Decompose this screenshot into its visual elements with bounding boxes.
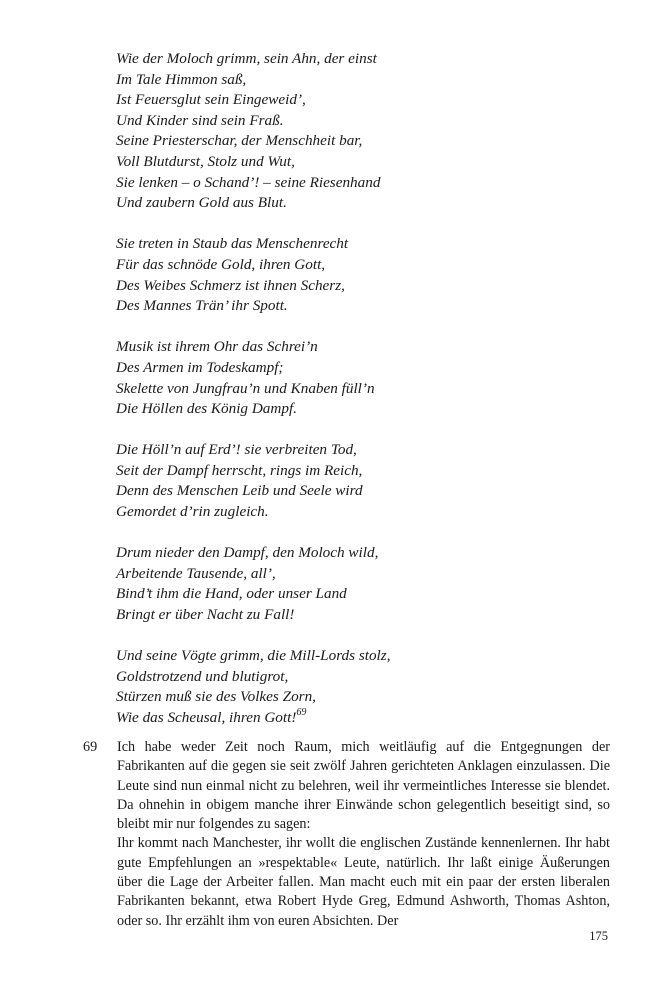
poem-verse: Des Mannes Trän’ ihr Spott. <box>116 297 288 315</box>
poem-verse: Des Weibes Schmerz ist ihnen Scherz, <box>116 276 345 294</box>
poem-verse: Die Höllen des König Dampf. <box>116 400 297 418</box>
poem-verse: Ist Feuersglut sein Eingeweid’, <box>116 91 306 109</box>
footnote-number: 69 <box>83 739 98 755</box>
poem-verse-text: Wie das Scheusal, ihren Gott! <box>116 709 297 726</box>
poem-verse: Im Tale Himmon saß, <box>116 70 247 88</box>
poem-verse: Denn des Menschen Leib und Seele wird <box>116 482 363 500</box>
poem-verse: Und zaubern Gold aus Blut. <box>116 194 287 212</box>
poem-verse: Bringt er über Nacht zu Fall! <box>116 606 295 624</box>
poem-stanza <box>116 646 596 728</box>
poem-verse: Stürzen muß sie des Volkes Zorn, <box>116 688 316 706</box>
page-number: 175 <box>589 929 608 943</box>
poem <box>116 49 596 729</box>
poem-stanza <box>116 49 596 214</box>
poem-verse: Drum nieder den Dampf, den Moloch wild, <box>116 544 379 562</box>
footnote-paragraph: Ihr kommt nach Manchester, ihr wollt die englischen Zustände kennenlernen. Ihr habt gute Empfehlungen an »respektable« Leute, natürlich. Ihr laßt einige Äußerungen über die Lage der Arbeiter fallen. Man macht euch mit ein paar der ersten liberalen Fabrikanten bekannt, etwa Robert Hyde Greg, Edmund Ashworth, Thomas Ashton, oder so. Ihr erzählt ihm von euren Absichten. Der <box>117 835 610 929</box>
poem-verse: Seit der Dampf herrscht, rings im Reich, <box>116 461 363 479</box>
poem-verse: Sie treten in Staub das Menschenrecht <box>116 235 349 253</box>
poem-verse: Und seine Vögte grimm, die Mill-Lords stolz, <box>116 647 391 665</box>
poem-verse: Skelette von Jungfrau’n und Knaben füll’n <box>116 379 375 397</box>
footnote-paragraph: Ich habe weder Zeit noch Raum, mich weitläufig auf die Entgegnungen der Fabrikanten auf die gegen sie seit zwölf Jahren gerichteten Anklagen einzulassen. Die Leute sind nun einmal nicht zu belehren, weil ihr vermeintliches Interesse sie blendet. Da ohnehin in obigem manche ihrer Einwände schon gelegentlich beseitigt sind, so bleibt mir nur folgendes zu sagen: <box>117 739 610 833</box>
poem-verse: Arbeitende Tausende, all’, <box>116 564 276 582</box>
poem-verse: Wie der Moloch grimm, sein Ahn, der einst <box>116 50 377 67</box>
poem-stanza <box>116 543 596 625</box>
poem-verse: Voll Blutdurst, Stolz und Wut, <box>116 152 295 170</box>
footnote-reference-marker[interactable]: 69 <box>296 707 307 718</box>
poem-verse: Gemordet d’rin zugleich. <box>116 503 269 521</box>
poem-verse: Des Armen im Todeskampf; <box>116 358 284 376</box>
footnote-body <box>117 738 610 931</box>
poem-stanza <box>116 440 596 522</box>
poem-verse: Bind’t ihm die Hand, oder unser Land <box>116 585 347 603</box>
footnote <box>83 738 610 931</box>
poem-verse: Die Höll’n auf Erd’! sie verbreiten Tod, <box>116 441 357 459</box>
poem-verse: Für das schnöde Gold, ihren Gott, <box>116 255 326 273</box>
poem-verse: Goldstrotzend und blutigrot, <box>116 667 289 685</box>
poem-verse-last <box>116 708 596 729</box>
poem-stanza <box>116 234 596 316</box>
poem-verse: Sie lenken – o Schand’! – seine Riesenhand <box>116 173 381 191</box>
poem-stanza <box>116 337 596 419</box>
poem-verse: Seine Priesterschar, der Menschheit bar, <box>116 132 363 150</box>
poem-verse: Und Kinder sind sein Fraß. <box>116 111 284 129</box>
poem-verse: Musik ist ihrem Ohr das Schrei’n <box>116 338 318 356</box>
